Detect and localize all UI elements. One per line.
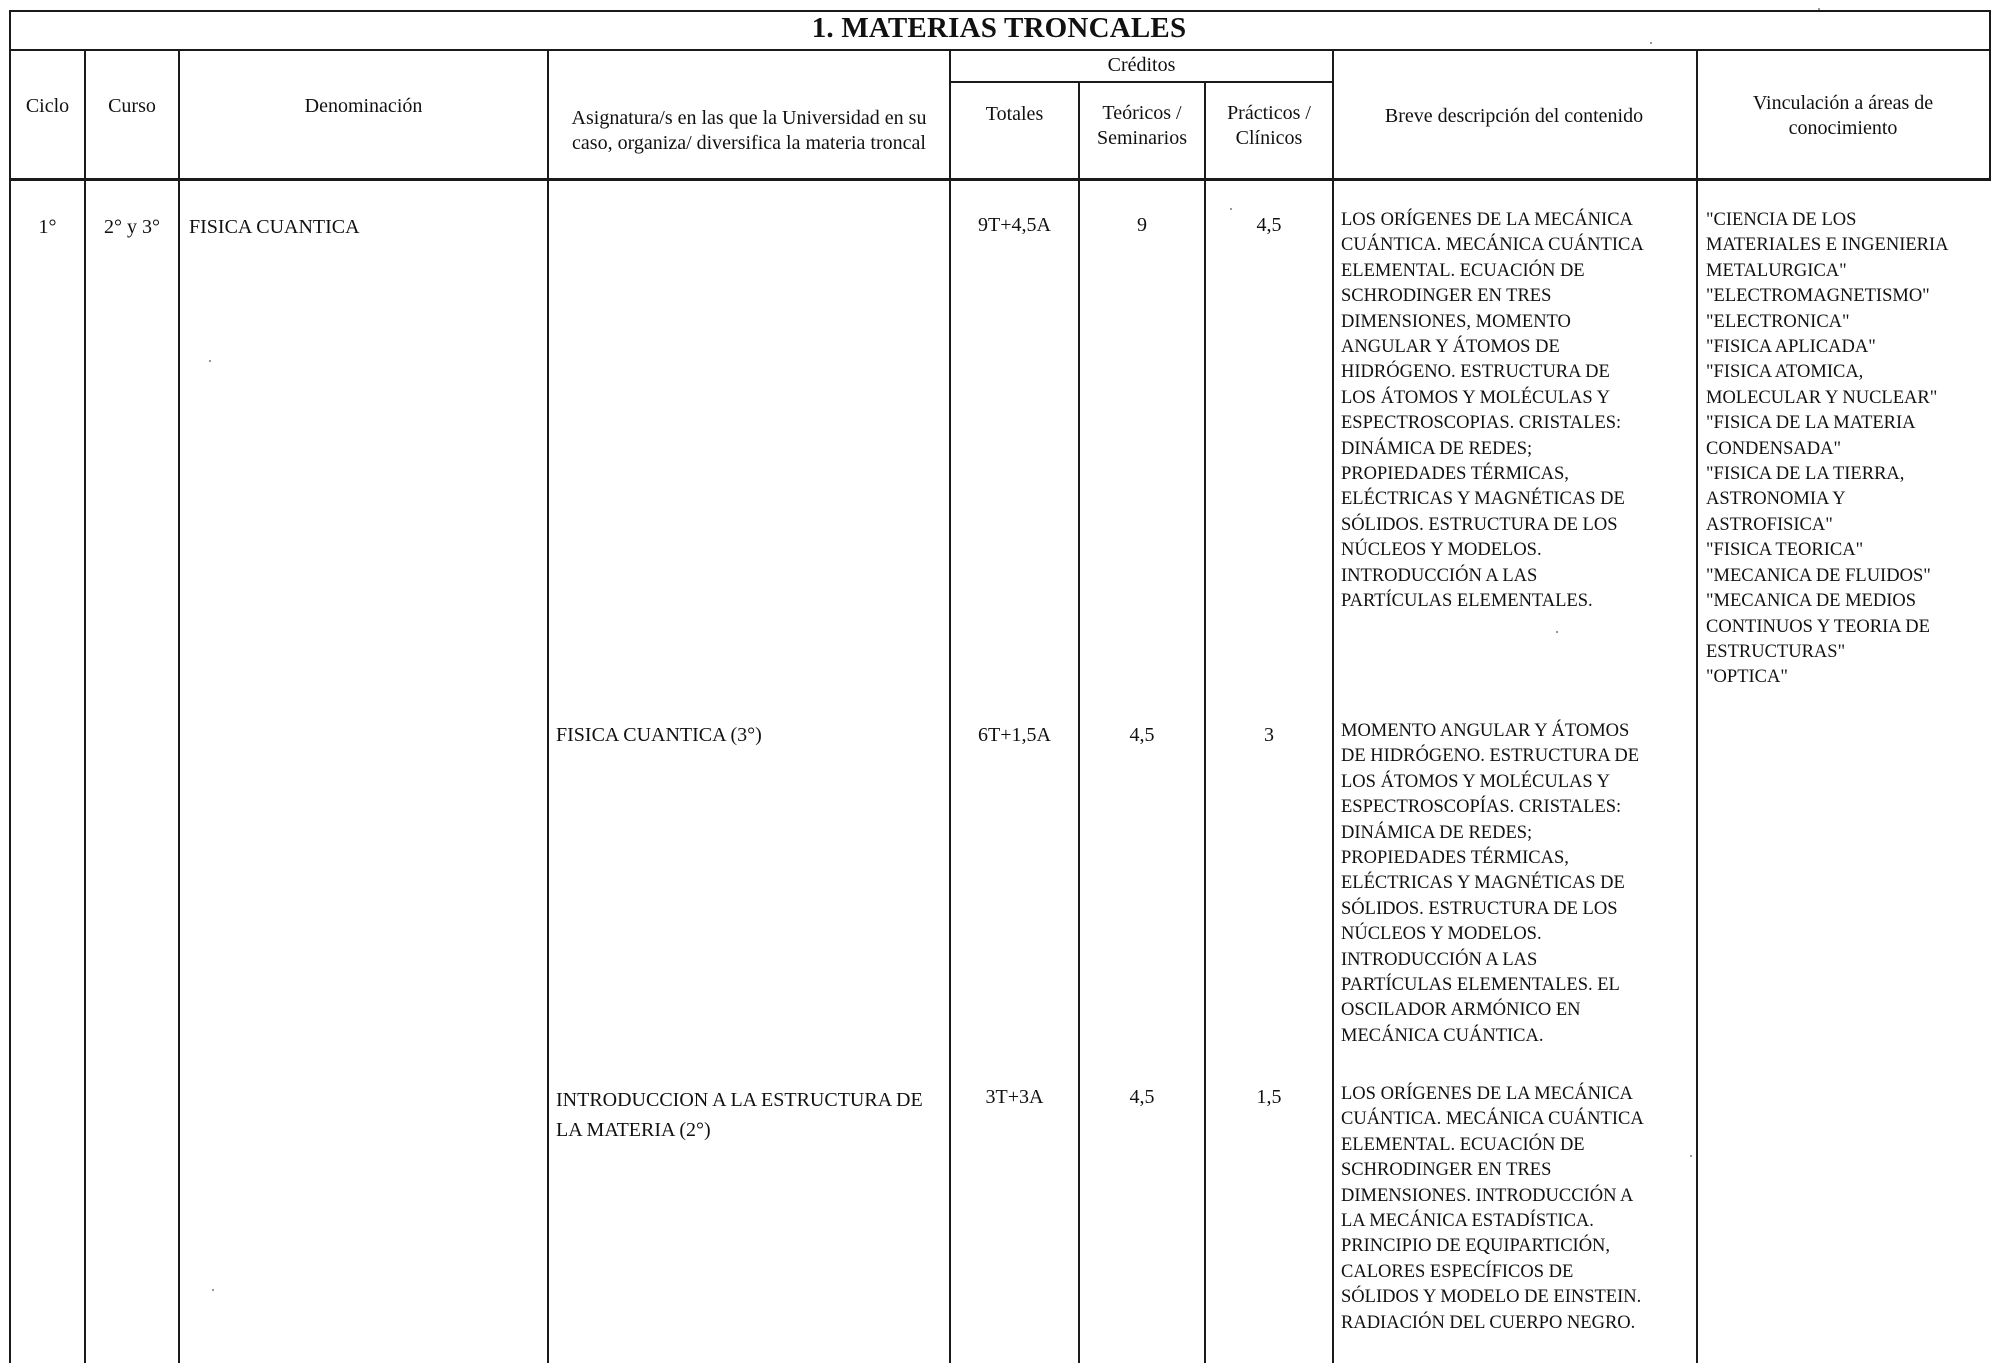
cell-totales-2: 3T+3A — [985, 1086, 1044, 1108]
col-sep-curso-denominacion — [178, 49, 180, 1363]
area-line: "OPTICA" — [1706, 667, 1788, 688]
header-ciclo: Ciclo — [25, 94, 70, 117]
cell-teoricos: 9 — [1137, 214, 1147, 236]
cell-practicos-1: 3 — [1264, 724, 1274, 746]
cell-teoricos-2: 4,5 — [1129, 1086, 1155, 1108]
area-line: "FISICA DE LA MATERIA — [1706, 413, 1916, 434]
scan-speck — [1650, 42, 1652, 44]
cell-descripcion-2: LOS ORÍGENES DE LA MECÁNICA CUÁNTICA. MECÁNICA CUÁNTICA ELEMENTAL. ECUACIÓN DE SCHRODINGER EN TRES DIMENSIONES. INTRODUCCIÓN A LA MECÁNICA ESTADÍSTICA. PRINCIPIO DE EQUIPARTICIÓN, CALORES ESPECÍFICOS DE SÓLIDOS Y MODELO DE EINSTEIN. RADIACIÓN DEL CUERPO NEGRO. — [1341, 1084, 1644, 1333]
header-bottom-border — [9, 178, 1991, 181]
cell-practicos: 4,5 — [1256, 214, 1282, 236]
scan-speck — [212, 1289, 214, 1291]
cell-totales-1: 6T+1,5A — [978, 724, 1051, 746]
header-curso: Curso — [108, 94, 156, 117]
area-line: ESTRUCTURAS" — [1706, 641, 1846, 662]
cell-totales: 9T+4,5A — [978, 214, 1051, 236]
col-sep-totales-teoricos — [1078, 81, 1080, 1363]
area-line: "MECANICA DE MEDIOS — [1706, 591, 1917, 612]
scan-speck — [1690, 1155, 1692, 1157]
col-sep-teoricos-practicos — [1204, 81, 1206, 1363]
area-line: METALURGICA" — [1706, 260, 1847, 281]
col-sep-practicos-descripcion — [1332, 49, 1334, 1363]
table-border-right — [1989, 10, 1991, 181]
area-line: MOLECULAR Y NUCLEAR" — [1706, 387, 1938, 408]
header-creditos: Créditos — [1107, 53, 1176, 76]
page-title: 1. MATERIAS TRONCALES — [811, 12, 1187, 44]
area-line: "FISICA DE LA TIERRA, — [1706, 464, 1905, 485]
cell-curso: 2° y 3° — [104, 216, 160, 238]
area-line: "CIENCIA DE LOS — [1706, 210, 1857, 230]
scan-speck — [209, 360, 211, 362]
col-sep-ciclo-curso — [84, 49, 86, 1363]
cell-asignatura-2: INTRODUCCION A LA ESTRUCTURA DE LA MATERIA (2°) — [556, 1089, 923, 1141]
area-line: CONTINUOS Y TEORIA DE — [1706, 616, 1930, 637]
cell-descripcion: LOS ORÍGENES DE LA MECÁNICA CUÁNTICA. MECÁNICA CUÁNTICA ELEMENTAL. ECUACIÓN DE SCHRODINGER EN TRES DIMENSIONES, MOMENTO ANGULAR Y ÁTOMOS DE HIDRÓGENO. ESTRUCTURA DE LOS ÁTOMOS Y MOLÉCULAS Y ESPECTROSCOPIAS. CRISTALES: DINÁMICA DE REDES; PROPIEDADES TÉRMICAS, ELÉCTRICAS Y MAGNÉTICAS DE SÓLIDOS. ESTRUCTURA DE LOS NÚCLEOS Y MODELOS. INTRODUCCIÓN A LAS PARTÍCULAS ELEMENTALES. — [1341, 210, 1644, 612]
area-line: "FISICA APLICADA" — [1706, 337, 1876, 358]
header-asignaturas: Asignatura/s en las que la Universidad en su caso, organiza/ diversifica la materia troncal — [571, 107, 927, 154]
area-line: MATERIALES E INGENIERIA — [1706, 235, 1949, 256]
header-teoricos: Teóricos / Seminarios — [1097, 102, 1187, 149]
area-line: ASTRONOMIA Y — [1706, 489, 1846, 510]
cell-teoricos-1: 4,5 — [1129, 724, 1155, 746]
col-sep-asignatura-totales — [949, 49, 951, 1363]
area-line: ASTROFISICA" — [1706, 514, 1833, 535]
area-line: "FISICA TEORICA" — [1706, 540, 1864, 561]
scan-speck — [1556, 631, 1558, 633]
table-border-left — [9, 10, 11, 1363]
header-descripcion: Breve descripción del contenido — [1384, 104, 1644, 127]
header-denominacion: Denominación — [304, 94, 423, 117]
header-practicos: Prácticos / Clínicos — [1227, 102, 1311, 149]
scan-speck — [1230, 208, 1232, 210]
area-line: "ELECTRONICA" — [1706, 311, 1850, 332]
cell-asignatura-1: FISICA CUANTICA (3°) — [556, 724, 762, 746]
col-sep-descripcion-vinculacion — [1696, 49, 1698, 1363]
cell-ciclo: 1° — [38, 216, 57, 238]
cell-denominacion: FISICA CUANTICA — [189, 216, 360, 238]
area-line: "FISICA ATOMICA, — [1706, 362, 1864, 383]
header-totales: Totales — [985, 102, 1044, 125]
area-line: "MECANICA DE FLUIDOS" — [1706, 565, 1931, 586]
cell-descripcion-1: MOMENTO ANGULAR Y ÁTOMOS DE HIDRÓGENO. ESTRUCTURA DE LOS ÁTOMOS Y MOLÉCULAS Y ESPECTROSCOPÍAS. CRISTALES: DINÁMICA DE REDES; PROPIEDADES TÉRMICAS, ELÉCTRICAS Y MAGNÉTICAS DE SÓLIDOS. ESTRUCTURA DE LOS NÚCLEOS Y MODELOS. INTRODUCCIÓN A LAS PARTÍCULAS ELEMENTALES. EL OSCILADOR ARMÓNICO EN MECÁNICA CUÁNTICA. — [1341, 721, 1640, 1046]
area-line: "ELECTROMAGNETISMO" — [1706, 286, 1930, 307]
col-sep-denominacion-asignatura — [547, 49, 549, 1363]
cell-vinculacion — [1706, 208, 1988, 691]
header-vinculacion: Vinculación a áreas de conocimiento — [1752, 92, 1934, 139]
area-line: CONDENSADA" — [1706, 438, 1842, 459]
scan-speck — [1818, 8, 1820, 10]
cell-practicos-2: 1,5 — [1256, 1086, 1282, 1108]
